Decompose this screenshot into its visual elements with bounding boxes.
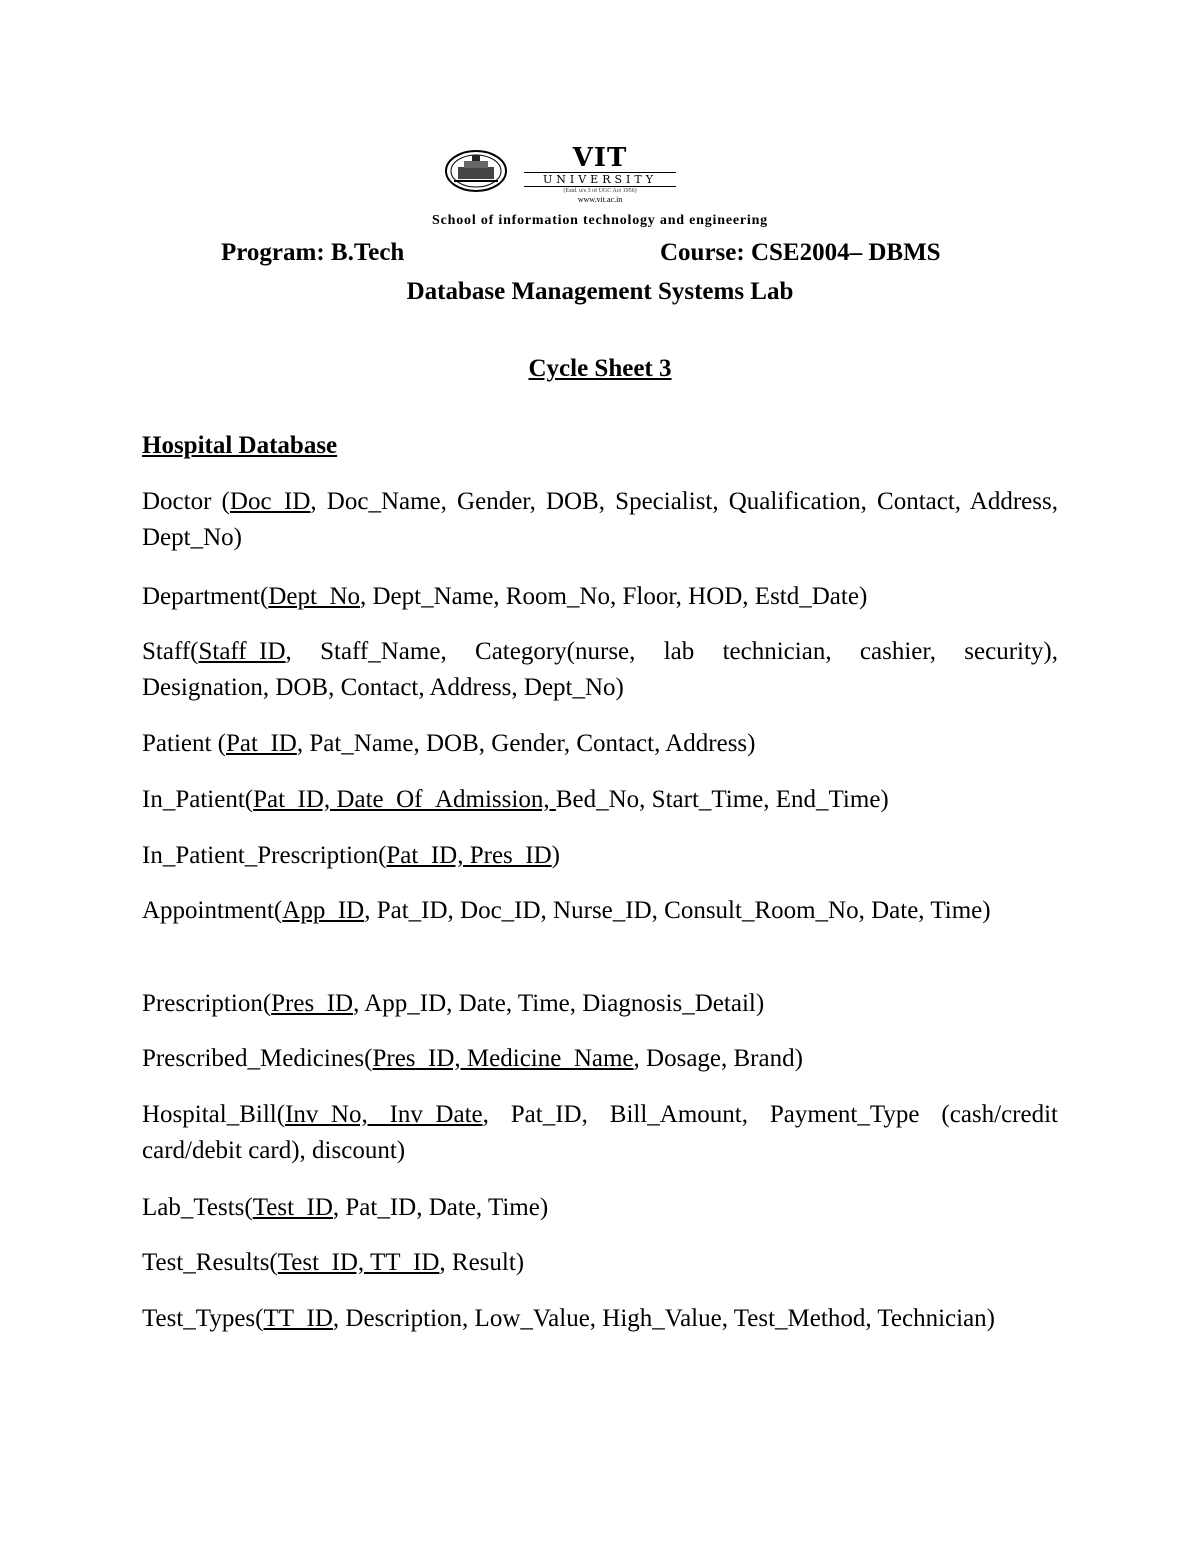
relation-text: Staff( bbox=[142, 638, 199, 665]
primary-key: Test_ID bbox=[252, 1194, 333, 1221]
relation-text: In_Patient( bbox=[142, 786, 254, 813]
relation-schema bbox=[142, 484, 1058, 556]
relation-schema bbox=[142, 782, 1058, 818]
relation-text: Appointment( bbox=[142, 897, 283, 924]
relation-text: ) bbox=[551, 842, 560, 869]
section-title: Hospital Database bbox=[142, 432, 338, 459]
relation-text: Test_Results( bbox=[142, 1249, 278, 1276]
relation-text: , Doc_Name, Gender, DOB, Specialist, Qualification, Contact, Address, Dept_No) bbox=[142, 488, 1058, 551]
logo-url: www.vit.ac.in bbox=[577, 195, 623, 204]
logo-name: VIT bbox=[572, 143, 628, 173]
relation-text: , Description, Low_Value, High_Value, Test_Method, Technician) bbox=[332, 1305, 996, 1332]
relation-text: , Pat_ID, Doc_ID, Nurse_ID, Consult_Room_No, Date, Time) bbox=[364, 897, 991, 924]
primary-key: Pat_ID, Date_Of_Admission, bbox=[253, 786, 556, 813]
relation-text: , Result) bbox=[439, 1249, 525, 1276]
university-logo bbox=[0, 145, 1200, 205]
relation-schema bbox=[142, 579, 1058, 615]
relation-text: , Pat_ID, Date, Time) bbox=[332, 1194, 549, 1221]
primary-key: Inv_No, Inv_Date bbox=[285, 1101, 483, 1128]
relation-text: In_Patient_Prescription( bbox=[142, 842, 387, 869]
primary-key: Staff_ID bbox=[198, 638, 286, 665]
relation-text: Doctor ( bbox=[142, 488, 230, 515]
university-seal-icon bbox=[444, 149, 508, 193]
relation-text: , Pat_Name, DOB, Gender, Contact, Address) bbox=[296, 730, 756, 757]
relation-text: Bed_No, Start_Time, End_Time) bbox=[555, 786, 889, 813]
relation-text: Test_Types( bbox=[142, 1305, 264, 1332]
primary-key: Dept_No bbox=[268, 583, 360, 610]
relation-schema bbox=[142, 838, 1058, 874]
cycle-title-text: Cycle Sheet 3 bbox=[528, 355, 672, 382]
relation-schema bbox=[142, 1097, 1058, 1169]
relation-text: , Dosage, Brand) bbox=[633, 1045, 803, 1072]
relation-schema bbox=[142, 1301, 1058, 1337]
relation-schema bbox=[142, 893, 1058, 929]
relation-text: Prescription( bbox=[142, 990, 272, 1017]
primary-key: Pres_ID bbox=[271, 990, 354, 1017]
relation-text: Department( bbox=[142, 583, 269, 610]
primary-key: Doc_ID bbox=[229, 488, 311, 515]
relation-schema bbox=[142, 726, 1058, 762]
relation-schema bbox=[142, 1041, 1058, 1077]
relation-text: , Pat_ID, Bill_Amount, Payment_Type (cash/credit card/debit card), discount) bbox=[142, 1101, 1058, 1164]
relation-text: , Staff_Name, Category(nurse, lab technician, cashier, security), Designation, DOB, Contact, Address, Dept_No) bbox=[142, 638, 1058, 701]
logo-established: (Estd. u/s 3 of UGC Act 1956) bbox=[563, 188, 637, 194]
relation-text: , Dept_Name, Room_No, Floor, HOD, Estd_Date) bbox=[360, 583, 868, 610]
primary-key: App_ID bbox=[282, 897, 365, 924]
cycle-title bbox=[0, 355, 1200, 383]
relation-schema bbox=[142, 1245, 1058, 1281]
lab-title: Database Management Systems Lab bbox=[406, 278, 794, 305]
relation-text: Hospital_Bill( bbox=[142, 1101, 286, 1128]
relation-schema bbox=[142, 986, 1058, 1022]
logo-subtitle: UNIVERSITY bbox=[524, 172, 676, 187]
primary-key: Pat_ID bbox=[226, 730, 297, 757]
relation-schema bbox=[142, 1190, 1058, 1226]
course-label: Course: CSE2004– DBMS bbox=[660, 239, 941, 266]
primary-key: TT_ID bbox=[263, 1305, 333, 1332]
relation-text: Lab_Tests( bbox=[142, 1194, 253, 1221]
relation-text: Patient ( bbox=[142, 730, 227, 757]
relation-text: Prescribed_Medicines( bbox=[142, 1045, 373, 1072]
program-label: Program: B.Tech bbox=[221, 239, 405, 266]
primary-key: Pat_ID, Pres_ID bbox=[386, 842, 552, 869]
primary-key: Pres_ID, Medicine_Name bbox=[372, 1045, 634, 1072]
school-name: School of information technology and engineering bbox=[432, 213, 768, 228]
primary-key: Test_ID, TT_ID bbox=[277, 1249, 440, 1276]
relation-text: , App_ID, Date, Time, Diagnosis_Detail) bbox=[353, 990, 765, 1017]
relation-schema bbox=[142, 634, 1058, 706]
